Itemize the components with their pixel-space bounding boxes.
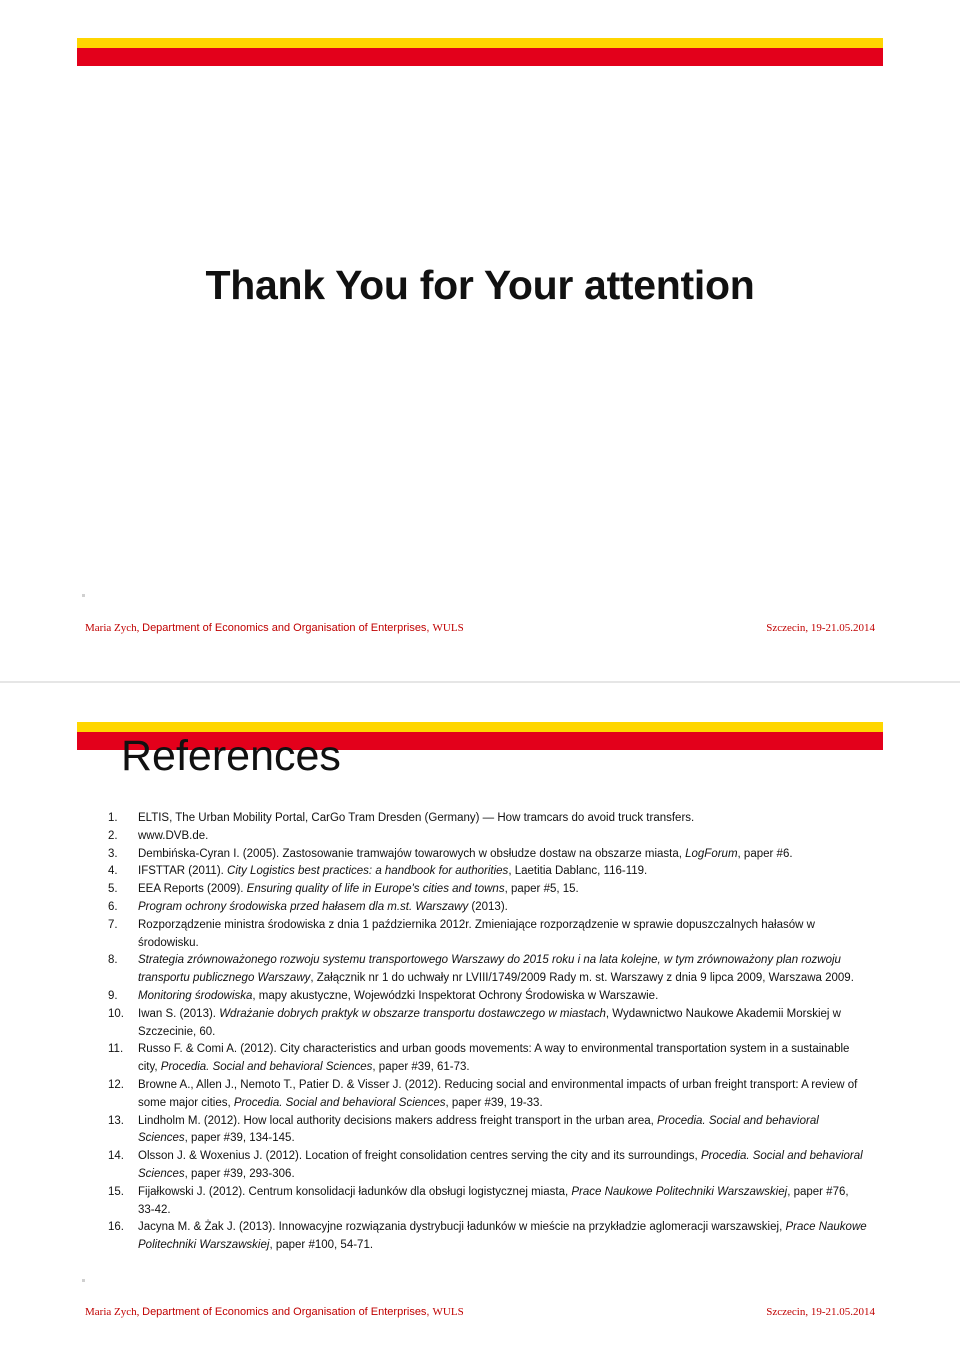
- reference-text: Wdrażanie dobrych praktyk w obszarze transportu dostawczego w miastach: [219, 1007, 606, 1020]
- reference-item: [108, 1113, 868, 1149]
- reference-text: , paper #5, 15.: [504, 883, 579, 896]
- reference-text: Lindholm M. (2012). How local authority decisions makers address freight transport in the urban area,: [138, 1114, 658, 1127]
- reference-item: [108, 1077, 868, 1113]
- reference-number: 6.: [108, 900, 118, 913]
- reference-number: 2.: [108, 829, 118, 842]
- reference-text: City Logistics best practices: a handbook for authorities: [227, 865, 509, 878]
- reference-text: Rozporządzenie ministra środowiska z dnia 1 października 2012r. Zmieniające rozporządzenie w sprawie dopuszczalnych hałasów w środowisku.: [138, 918, 815, 949]
- reference-text: Prace Naukowe Politechniki Warszawskiej: [571, 1185, 788, 1198]
- reference-text: www.DVB.de.: [138, 829, 209, 842]
- reference-number: 5.: [108, 883, 118, 896]
- reference-text: Procedia. Social and behavioral Sciences: [138, 1150, 863, 1180]
- reference-item: [108, 952, 868, 988]
- reference-text: Ensuring quality of life in Europe's cities and towns: [246, 883, 505, 896]
- reference-text: Olsson J. & Woxenius J. (2012). Location of freight consolidation centres serving the city and its surroundings,: [138, 1150, 701, 1163]
- reference-item: [108, 863, 868, 881]
- footer-organisation: WULS: [432, 1306, 464, 1318]
- reference-number: 15.: [108, 1185, 124, 1198]
- reference-number: 3.: [108, 847, 118, 860]
- reference-number: 12.: [108, 1078, 124, 1091]
- reference-item: [108, 1148, 868, 1184]
- reference-text: , Laetitia Dablanc, 116-119.: [508, 865, 648, 878]
- reference-text: (2013).: [468, 900, 508, 913]
- reference-text: , paper #39, 61-73.: [372, 1061, 470, 1074]
- reference-item: [108, 917, 868, 953]
- header-color-bar: [77, 38, 883, 66]
- reference-text: Russo F. & Comi A. (2012). City characteristics and urban goods movements: A way to environmental transportation system in a sustainable city,: [138, 1043, 850, 1074]
- reference-item: [108, 988, 868, 1006]
- reference-list: [108, 810, 868, 1255]
- reference-text: LogForum: [685, 847, 738, 860]
- reference-text: Iwan S. (2013).: [138, 1007, 220, 1020]
- reference-number: 16.: [108, 1221, 124, 1234]
- reference-item: [108, 846, 868, 864]
- reference-text: Fijałkowski J. (2012). Centrum konsolidacji ładunków dla obsługi logistycznej miasta,: [138, 1185, 572, 1198]
- slide-references: [0, 684, 960, 1367]
- reference-text: Prace Naukowe Politechniki Warszawskiej: [138, 1221, 867, 1252]
- reference-number: 11.: [108, 1043, 124, 1056]
- reference-number: 9.: [108, 989, 118, 1002]
- footer-department: Department of Economics and Organisation of Enterprises,: [142, 622, 433, 634]
- reference-text: Monitoring środowiska: [138, 989, 253, 1002]
- footer-author: Maria Zych,: [85, 622, 143, 634]
- reference-number: 14.: [108, 1150, 124, 1163]
- reference-text: Procedia. Social and behavioral Sciences: [138, 1114, 819, 1145]
- reference-number: 1.: [108, 812, 118, 824]
- footer-department: Department of Economics and Organisation of Enterprises,: [142, 1306, 433, 1318]
- reference-number: 7.: [108, 918, 118, 931]
- reference-text: , Wydawnictwo Naukowe Akademii Morskiej w Szczecinie, 60.: [138, 1007, 841, 1038]
- reference-text: , paper #39, 19-33.: [445, 1096, 543, 1109]
- reference-item: [108, 1041, 868, 1077]
- reference-text: Jacyna M. & Żak J. (2013). Innowacyjne rozwiązania dystrybucji ładunków w mieście na przykładzie aglomeracji warszawskiej,: [138, 1221, 786, 1234]
- reference-text: , paper #100, 54-71.: [269, 1239, 374, 1252]
- reference-text: Dembińska-Cyran I. (2005). Zastosowanie tramwajów towarowych w obsłudze dostaw na obszarze miasta,: [138, 847, 686, 860]
- reference-number: 10.: [108, 1007, 124, 1020]
- slide-title: References: [121, 732, 341, 780]
- reference-item: [108, 899, 868, 917]
- reference-text: , mapy akustyczne, Wojewódzki Inspektorat Ochrony Środowiska w Warszawie.: [252, 989, 659, 1002]
- reference-item: [108, 881, 868, 899]
- reference-text: IFSTTAR (2011).: [138, 865, 228, 878]
- reference-text: ELTIS, The Urban Mobility Portal, CarGo Tram Dresden (Germany) — How tramcars do avoid truck transfers.: [138, 812, 695, 824]
- reference-text: , paper #39, 134-145.: [184, 1132, 295, 1145]
- reference-number: 4.: [108, 865, 118, 878]
- slide-thank-you: [0, 0, 960, 680]
- reference-text: Program ochrony środowiska przed hałasem dla m.st. Warszawy: [138, 900, 469, 913]
- reference-text: EEA Reports (2009).: [138, 883, 247, 896]
- footer-organisation: WULS: [432, 622, 464, 634]
- slide-footer: [85, 1306, 875, 1322]
- footer-author: Maria Zych,: [85, 1306, 143, 1318]
- reference-item: [108, 1184, 868, 1220]
- reference-number: 13.: [108, 1114, 124, 1127]
- reference-item: [108, 1006, 868, 1042]
- reference-text: , paper #6.: [737, 847, 793, 860]
- reference-text: Procedia. Social and behavioral Sciences: [233, 1096, 446, 1109]
- reference-text: Browne A., Allen J., Nemoto T., Patier D. & Visser J. (2012). Reducing social and environmental impacts of urban freight transport: A review of some major cities,: [138, 1078, 858, 1109]
- reference-text: , paper #39, 293-306.: [184, 1167, 295, 1180]
- reference-text: , paper #76, 33-42.: [138, 1185, 849, 1216]
- reference-item: [108, 810, 868, 828]
- reference-item: [108, 1219, 868, 1255]
- reference-number: 8.: [108, 954, 118, 967]
- footer-place-date: Szczecin, 19-21.05.2014: [766, 1306, 875, 1318]
- corner-mark: [82, 594, 85, 597]
- slide-separator: [0, 681, 960, 683]
- reference-item: [108, 828, 868, 846]
- reference-text: , Załącznik nr 1 do uchwały nr LVIII/1749/2009 Rady m. st. Warszawy z dnia 9 lipca 2009, Warszawa 2009.: [310, 972, 854, 985]
- slide-footer: [85, 622, 875, 638]
- footer-place-date: Szczecin, 19-21.05.2014: [766, 622, 875, 634]
- slide-title: Thank You for Your attention: [205, 262, 755, 308]
- reference-text: Procedia. Social and behavioral Sciences: [160, 1061, 373, 1074]
- corner-mark: [82, 1279, 85, 1282]
- reference-text: Strategia zrównoważonego rozwoju systemu transportowego Warszawy do 2015 roku i na lata kolejne, w tym zrównoważony plan rozwoju transportu publicznego Warszawy: [138, 954, 841, 985]
